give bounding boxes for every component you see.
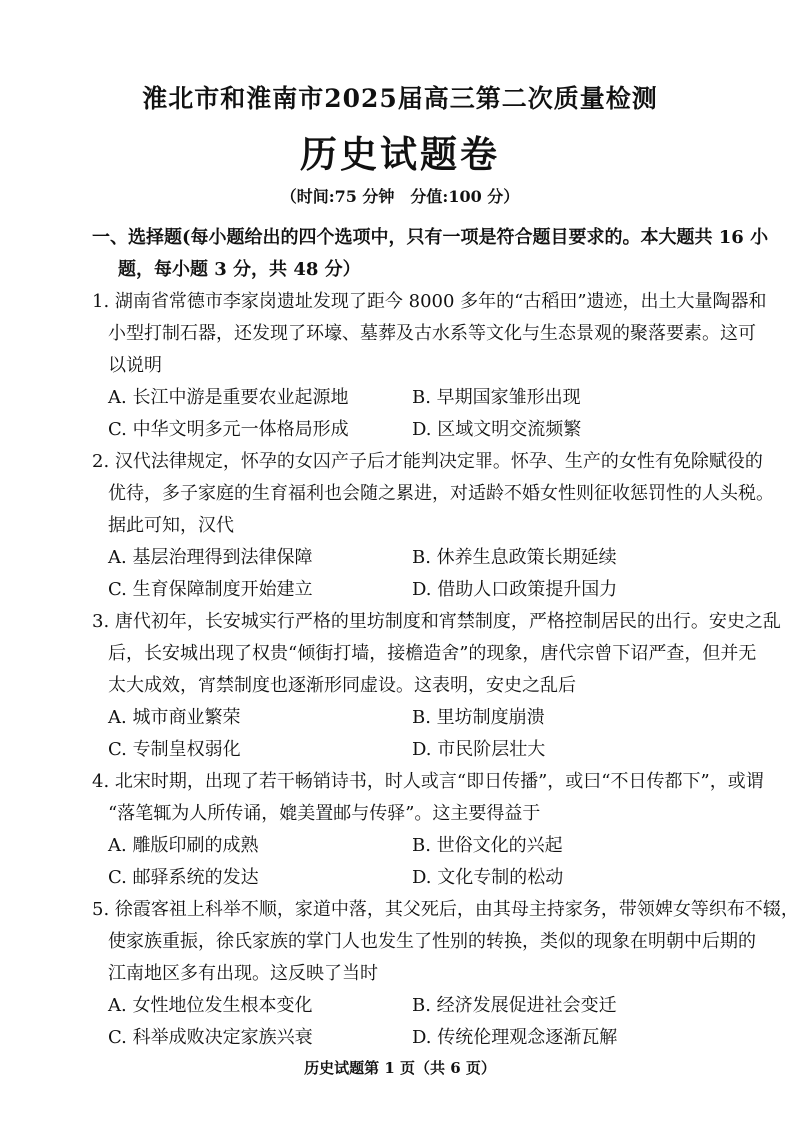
question-5-line-1: 5. 徐霞客祖上科举不顺，家道中落，其父死后，由其母主持家务，带领婢女等织布不辍， — [92, 899, 799, 920]
question-1-option-c[interactable]: C. 中华文明多元一体格局形成 — [108, 419, 349, 440]
exam-title: 淮北市和淮南市2025届高三第二次质量检测 — [142, 84, 658, 113]
question-4-option-b[interactable]: B. 世俗文化的兴起 — [412, 835, 563, 856]
question-3-option-b[interactable]: B. 里坊制度崩溃 — [412, 707, 545, 728]
question-2-line-1: 2. 汉代法律规定，怀孕的女囚产子后才能判决定罪。怀孕、生产的女性有免除赋役的 — [92, 451, 763, 472]
question-5-option-b[interactable]: B. 经济发展促进社会变迁 — [412, 995, 617, 1016]
question-1-line-1: 1. 湖南省常德市李家岗遗址发现了距今 8000 多年的“古稻田”遗迹，出土大量陶器和 — [92, 291, 767, 312]
question-4-option-d[interactable]: D. 文化专制的松动 — [412, 867, 564, 888]
question-5-option-c[interactable]: C. 科举成败决定家族兴衰 — [108, 1027, 313, 1048]
question-2-line-2: 优待，多子家庭的生育福利也会随之累进，对适龄不婚女性则征收惩罚性的人头税。 — [108, 483, 774, 504]
question-3-line-3: 太大成效，宵禁制度也逐渐形同虚设。这表明，安史之乱后 — [108, 675, 576, 696]
question-3-option-d[interactable]: D. 市民阶层壮大 — [412, 739, 546, 760]
question-2-option-a[interactable]: A. 基层治理得到法律保障 — [108, 547, 313, 568]
section-heading-line2: 题，每小题 3 分，共 48 分） — [118, 259, 361, 280]
question-1-option-d[interactable]: D. 区域文明交流频繁 — [412, 419, 582, 440]
question-4-option-a[interactable]: A. 雕版印刷的成熟 — [108, 835, 259, 856]
section-heading-line1: 一、选择题(每小题给出的四个选项中，只有一项是符合题目要求的。本大题共 16 小 — [92, 227, 769, 248]
page-footer: 历史试题第 1 页（共 6 页） — [304, 1059, 496, 1077]
question-4-option-c[interactable]: C. 邮驿系统的发达 — [108, 867, 259, 888]
question-1-line-3: 以说明 — [108, 355, 162, 376]
question-3-option-c[interactable]: C. 专制皇权弱化 — [108, 739, 241, 760]
subject-title: 历史试题卷 — [300, 132, 500, 176]
question-2-option-b[interactable]: B. 休养生息政策长期延续 — [412, 547, 617, 568]
question-5-line-2: 使家族重振，徐氏家族的掌门人也发生了性别的转换，类似的现象在明朝中后期的 — [108, 931, 756, 952]
question-4-line-2: “落笔辄为人所传诵，媲美置邮与传驿”。这主要得益于 — [108, 803, 541, 824]
question-3-line-1: 3. 唐代初年，长安城实行严格的里坊制度和宵禁制度，严格控制居民的出行。安史之乱 — [92, 611, 781, 632]
question-3-option-a[interactable]: A. 城市商业繁荣 — [108, 707, 241, 728]
question-1-option-b[interactable]: B. 早期国家雏形出现 — [412, 387, 581, 408]
question-2-option-c[interactable]: C. 生育保障制度开始建立 — [108, 579, 313, 600]
question-5-option-a[interactable]: A. 女性地位发生根本变化 — [108, 995, 313, 1016]
question-2-option-d[interactable]: D. 借助人口政策提升国力 — [412, 579, 618, 600]
question-1-option-a[interactable]: A. 长江中游是重要农业起源地 — [108, 387, 349, 408]
question-5-option-d[interactable]: D. 传统伦理观念逐渐瓦解 — [412, 1027, 618, 1048]
question-3-line-2: 后，长安城出现了权贵“倾街打墙，接檐造舍”的现象，唐代宗曾下诏严查，但并无 — [108, 643, 757, 664]
question-2-line-3: 据此可知，汉代 — [108, 515, 234, 536]
question-5-line-3: 江南地区多有出现。这反映了当时 — [108, 963, 378, 984]
question-1-line-2: 小型打制石器，还发现了环壕、墓葬及古水系等文化与生态景观的聚落要素。这可 — [108, 323, 756, 344]
question-4-line-1: 4. 北宋时期，出现了若干畅销诗书，时人或言“即日传播”，或曰“不日传都下”，或谓 — [92, 771, 764, 792]
exam-meta: （时间:75 分钟 分值:100 分） — [280, 187, 520, 206]
